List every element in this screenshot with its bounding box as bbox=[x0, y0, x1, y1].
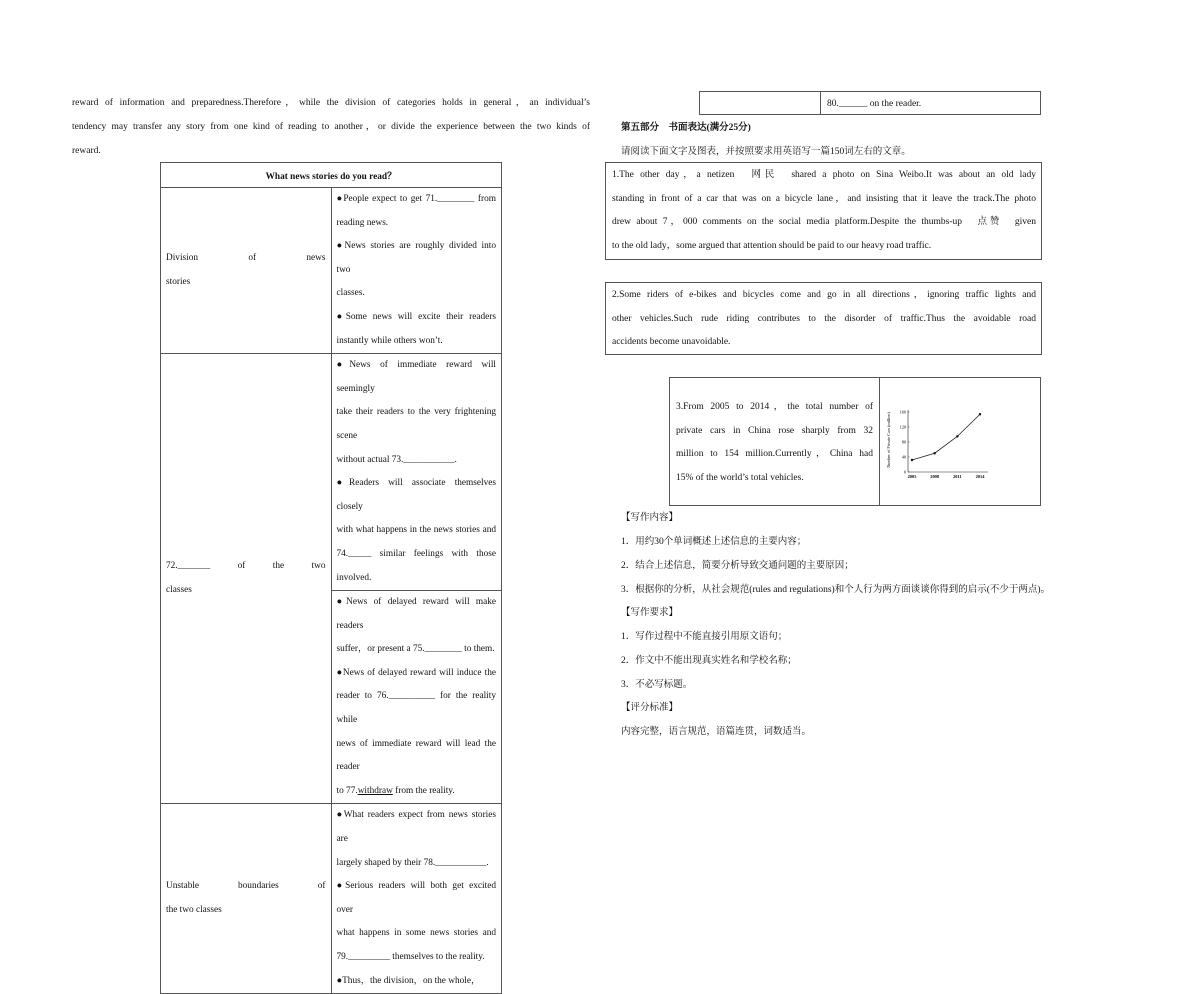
box-line: 15% of the world’s total vehicles. bbox=[676, 472, 804, 483]
bullet-point: ●Serious readers will both get excited over what happens in some news stories and 79._________ themselves to the reality. bbox=[336, 881, 496, 962]
bullet-point: ●News of immediate reward will seemingly take their readers to the very frightening scene without actual 73.___________. bbox=[336, 360, 496, 465]
y-axis-label: Number of Private Cars (million) bbox=[886, 412, 891, 468]
requirement-item: 1．写作过程中不能直接引用原文语句； bbox=[621, 632, 788, 642]
bullet-point: ●Thus，the division，on the whole， bbox=[336, 975, 481, 986]
y-tick-label: 160 bbox=[899, 409, 906, 415]
bullet-point: ●Some news will excite their readers instantly while others won’t. bbox=[336, 311, 496, 346]
content-item: 3．根据你的分析，从社会规范(rules and regulations)和个人行为两方面谈谈你得到的启示(不少于两点)。 bbox=[621, 585, 1051, 595]
category-label: 72._______ of the two bbox=[166, 561, 326, 572]
x-tick-label: 2014 bbox=[975, 474, 985, 479]
requirement-item: 2．作文中不能出现真实姓名和学校名称； bbox=[621, 656, 797, 666]
box-line: 2.Some riders of e-bikes and bicycles come and go in all directions，ignoring traffic lights and bbox=[612, 290, 1036, 300]
box-line: 3.From 2005 to 2014，the total number of bbox=[676, 402, 873, 412]
instruction-text: 请阅读下面文字及图表，并按照要求用英语写一篇150词左右的文章。 bbox=[621, 147, 911, 157]
material-box-3 bbox=[669, 377, 1041, 506]
content-heading: 【写作内容】 bbox=[621, 513, 679, 523]
bullet-point: ●Readers will associate themselves closely with what happens in the news stories and 74._____ similar feelings with those involved. bbox=[336, 478, 496, 583]
category-label: Unstable boundaries of bbox=[166, 881, 326, 892]
box-line: drew about 7，000 comments on the social media platform.Despite the thumbs-up 点赞 given bbox=[612, 217, 1036, 227]
bullet-point: ●News stories are roughly divided into two classes. bbox=[336, 241, 496, 299]
category-label: the two classes bbox=[166, 904, 222, 915]
box-line: other vehicles.Such rude riding contributes to the disorder of traffic.Thus the avoidable road bbox=[612, 313, 1036, 324]
x-tick-label: 2005 bbox=[907, 474, 917, 479]
scoring-heading: 【评分标准】 bbox=[621, 703, 679, 713]
box-line: private cars in China rose sharply from 32 bbox=[676, 425, 873, 436]
category-label: stories bbox=[166, 276, 191, 287]
answer-80-row bbox=[699, 91, 1041, 115]
bullet-point: ●News of delayed reward will induce the reader to 76.__________ for the reality while news of immediate reward will lead the reader to 77.withdraw from the reality. bbox=[337, 662, 497, 804]
x-tick-label: 2008 bbox=[930, 474, 940, 479]
bullet-cell bbox=[331, 354, 502, 591]
paragraph-line: tendency may transfer any story from one kind of reading to another，or divide the experience between the two kinds of bbox=[72, 122, 590, 132]
table-header-row bbox=[161, 163, 502, 188]
scoring-text: 内容完整，语言规范，语篇连贯，词数适当。 bbox=[621, 727, 812, 737]
data-point bbox=[956, 435, 958, 437]
y-tick-label: 120 bbox=[899, 424, 906, 430]
data-point bbox=[911, 459, 913, 461]
material-box-1 bbox=[605, 162, 1042, 260]
bullet-point: ●People expect to get 71.________ from reading news. bbox=[336, 194, 496, 228]
category-label: classes bbox=[166, 584, 192, 595]
bullet-cell bbox=[331, 188, 502, 354]
table-header: What news stories do you read？ bbox=[161, 163, 502, 188]
data-point bbox=[933, 452, 935, 454]
paragraph-line: reward. bbox=[72, 146, 101, 156]
bullet-point: ●News of delayed reward will make readers suffer，or present a 75.________ to them. bbox=[336, 597, 496, 655]
y-tick-label: 40 bbox=[901, 454, 906, 460]
table-row bbox=[161, 354, 502, 591]
content-item: 2．结合上述信息，简要分析导致交通问题的主要原因； bbox=[621, 561, 854, 571]
category-cell bbox=[161, 804, 332, 994]
category-label: Division of news bbox=[166, 253, 326, 264]
table-row bbox=[161, 188, 502, 354]
bullet-cell bbox=[331, 804, 502, 994]
category-cell bbox=[161, 188, 332, 354]
answer-80-cell: 80.______ on the reader. bbox=[827, 99, 922, 109]
series-line bbox=[912, 414, 980, 460]
box-line: to the old lady，some argued that attention should be paid to our heavy road traffic. bbox=[612, 240, 932, 251]
y-tick-label: 80 bbox=[901, 439, 906, 445]
y-tick-label: 0 bbox=[903, 469, 906, 475]
requirement-item: 3．不必写标题。 bbox=[621, 680, 693, 690]
box-line: standing in front of a car that was on a bicycle lane，and insisting that it leave the track.The photo bbox=[612, 193, 1036, 204]
x-tick-label: 2011 bbox=[953, 474, 962, 479]
private-cars-chart bbox=[884, 404, 994, 484]
box-line: 1.The other day，a netizen 网民 shared a photo on Sina Weibo.It was about an old lady bbox=[612, 170, 1036, 180]
withdraw-line: to 77.withdraw from the reality. bbox=[336, 785, 455, 796]
box-line: million to 154 million.Currently，China had bbox=[676, 449, 873, 459]
content-item: 1．用约30个单词概述上述信息的主要内容； bbox=[621, 537, 807, 547]
material-box-2 bbox=[605, 282, 1042, 355]
data-point bbox=[979, 413, 981, 415]
bullet-cell bbox=[331, 591, 502, 804]
category-cell bbox=[161, 354, 332, 804]
news-table bbox=[160, 162, 502, 994]
table-row bbox=[161, 804, 502, 994]
requirements-heading: 【写作要求】 bbox=[621, 608, 679, 618]
bullet-point: ●What readers expect from news stories are largely shaped by their 78.___________. bbox=[336, 810, 496, 868]
section-title: 第五部分 书面表达(满分25分) bbox=[621, 123, 751, 133]
box-line: accidents become unavoidable. bbox=[612, 337, 731, 347]
paragraph-line: reward of information and preparedness.Therefore，while the division of categories holds in general，an individual’s bbox=[72, 98, 590, 108]
